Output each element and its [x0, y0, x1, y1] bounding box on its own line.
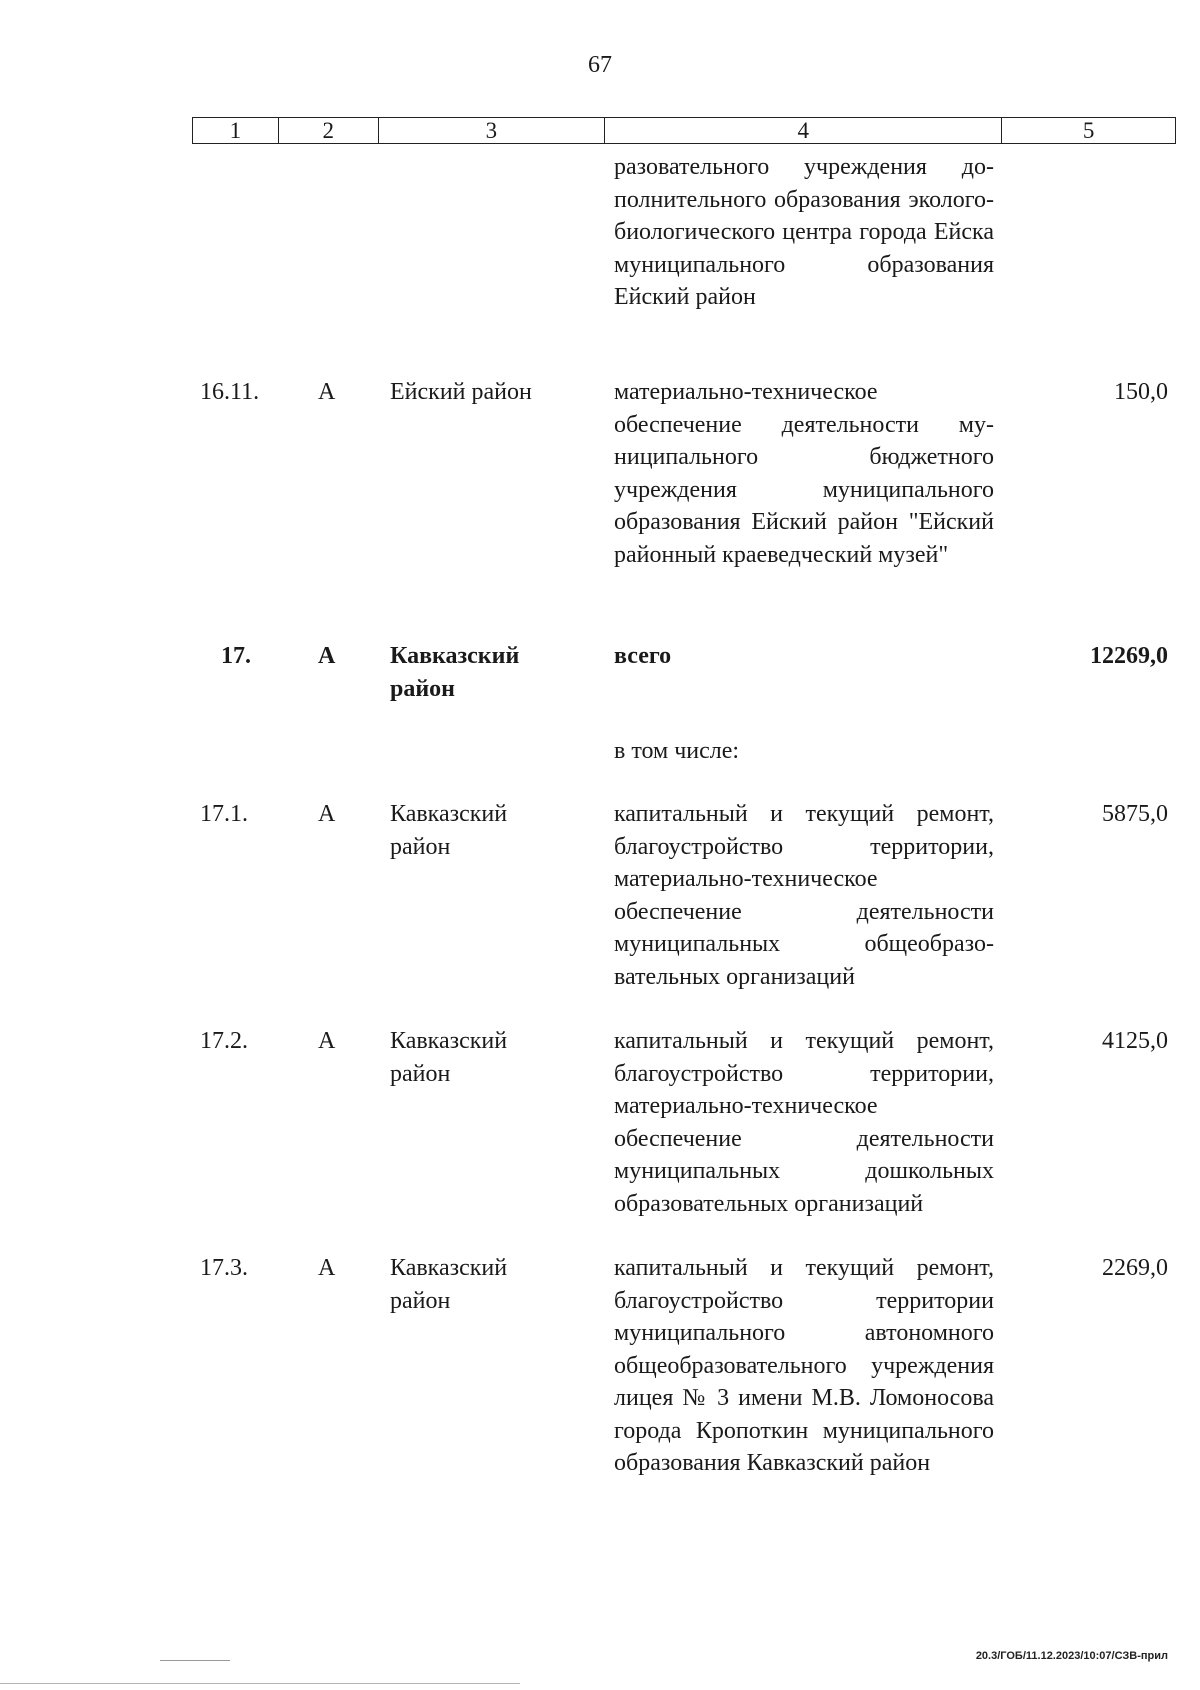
row-amount: 4125,0	[1102, 1028, 1168, 1054]
row-category: А	[318, 643, 336, 669]
row-amount: 5875,0	[1102, 801, 1168, 827]
continuation-text: разовательного учреждения дополнительного образования эколого-биологического центра города Ейска муниципального образования Ейский район	[614, 154, 994, 310]
row-category: А	[318, 1255, 336, 1281]
row-district: Кавказский район	[390, 643, 520, 702]
column-header-4: 4	[605, 118, 1002, 143]
scan-artifact-line	[160, 1660, 230, 1661]
row-district: Кавказский район	[390, 801, 508, 860]
page-number: 67	[588, 52, 612, 78]
document-code: 20.3/ГОБ/11.12.2023/10:07/СЗВ-прил	[975, 1650, 1168, 1662]
row-district: Ейский район	[390, 379, 532, 405]
row-purpose: материально-техническое обеспечение деятельности муниципального бюджетного учреждения муниципального образования Ейский район "Ейский районный краеведческий музей"	[614, 379, 994, 568]
column-header-1: 1	[193, 118, 279, 143]
scan-artifact-line	[0, 1683, 520, 1684]
column-header-5: 5	[1082, 118, 1095, 143]
row-purpose: капитальный и текущий ремонт, благоустройство территории, материально-техническое обеспечение деятельности муниципальных общеобразовательных организаций	[614, 801, 994, 990]
table-header-row	[192, 117, 1176, 144]
row-purpose: капитальный и текущий ремонт, благоустройство территории, материально-техническое обеспечение деятельности муниципальных дошкольных образовательных организаций	[614, 1028, 994, 1217]
row-number: 17.1.	[200, 801, 248, 827]
row-district: Кавказский район	[390, 1028, 508, 1087]
row-amount: 12269,0	[1090, 643, 1168, 669]
row-number: 17.	[221, 643, 251, 669]
row-purpose: в том числе:	[614, 738, 740, 764]
row-category: А	[318, 379, 336, 405]
row-purpose: капитальный и текущий ремонт, благоустройство территории муниципального автономного общеобразовательного учреждения лицея № 3 имени М.В. Ломоносова города Кропоткин муниципального образования Кавказский район	[614, 1255, 994, 1476]
row-district: Кавказский район	[390, 1255, 508, 1314]
row-number: 16.11.	[200, 379, 260, 405]
row-number: 17.3.	[200, 1255, 248, 1281]
row-category: А	[318, 801, 336, 827]
row-category: А	[318, 1028, 336, 1054]
row-purpose: всего	[614, 643, 672, 669]
row-number: 17.2.	[200, 1028, 248, 1054]
row-amount: 150,0	[1114, 379, 1168, 405]
column-header-2: 2	[279, 118, 379, 143]
column-header-3: 3	[379, 118, 606, 143]
row-amount: 2269,0	[1102, 1255, 1168, 1281]
